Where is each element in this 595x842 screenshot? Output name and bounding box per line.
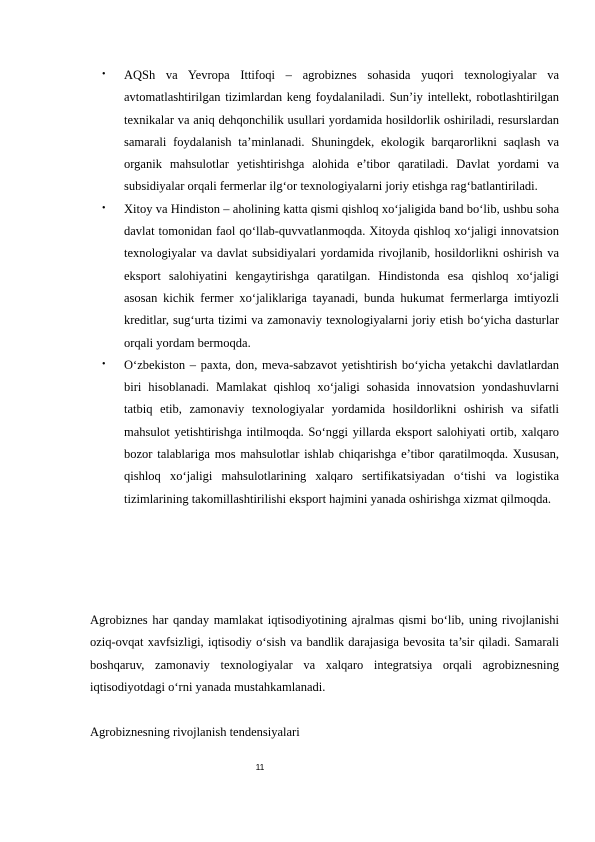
bullet-marker: • <box>102 202 106 214</box>
bullet-list <box>90 64 559 510</box>
bullet-marker: • <box>102 358 106 370</box>
bullet-item-usa-eu <box>90 64 559 198</box>
bullet-marker: • <box>102 69 106 80</box>
body-paragraph <box>90 609 559 698</box>
bullet-text: Xitoy va Hindiston – aholining katta qismi qishloq xo‘jaligida band bo‘lib, ushbu soha davlat tomonidan faol qo‘llab-quvvatlanmoqda. Xitoyda qishloq xo‘jaligi innovatsion texnologiyalar va davlat subsidiyalari yordamida rivojlanib, hosildorlikni oshirish va eksport salohiyatini kengaytirishga qaratilgan. Hindistonda esa qishloq xo‘jaligi asosan kichik fermer xo‘jaliklariga tayanadi, bunda hukumat fermerlarga imtiyozli kreditlar, sug‘urta tizimi va zamonaviy texnologiyalarni joriy etish bo‘yicha dasturlar orqali yordam bermoqda. <box>124 201 559 350</box>
bullet-text: O‘zbekiston – paxta, don, meva-sabzavot yetishtirish bo‘yicha yetakchi davlatlardan biri hisoblanadi. Mamlakat qishloq xo‘jaligi sohasida innovatsion yondashuvlarni tatbiq etib, zamonaviy texnologiyalar yordamida hosildorlikni oshirish va sifatli mahsulot yetishtirishga intilmoqda. So‘nggi yillarda eksport salohiyati ortib, xalqaro bozor talablariga mos mahsulotlar ishlab chiqarishga e’tibor qaratilmoqda. Xususan, qishloq xo‘jaligi mahsulotlarining xalqaro sertifikatsiyadan o‘tishi va logistika tizimlarining takomillashtirilishi eksport hajmini yanada oshirishga xizmat qilmoqda. <box>124 357 559 506</box>
bullet-item-uzbekistan <box>90 354 559 510</box>
paragraph-text: Agrobiznes har qanday mamlakat iqtisodiyotining ajralmas qismi bo‘lib, uning rivojlanishi oziq-ovqat xavfsizligi, iqtisodiy o‘sish va bandlik darajasiga bevosita ta’sir qiladi. Samarali boshqaruv, zamonaviy texnologiyalar va xalqaro integratsiya orqali agrobiznesning iqtisodiyotdagi o‘rni yanada mustahkamlanadi. <box>90 613 559 694</box>
page-number: 11 <box>255 762 265 772</box>
section-heading: Agrobiznesning rivojlanish tendensiyalari <box>90 725 300 739</box>
bullet-text: AQSh va Yevropa Ittifoqi – agrobiznes sohasida yuqori texnologiyalar va avtomatlashtirilgan tizimlardan keng foydalaniladi. Sun’iy intellekt, robotlashtirilgan texnikalar va aniq dehqonchilik usullari yordamida hosildorlik oshiriladi, resurslardan samarali foydalanish ta’minlanadi. Shuningdek, ekologik barqarorlikni saqlash va organik mahsulotlar yetishtirishga alohida e’tibor qaratiladi. Davlat yordami va subsidiyalar orqali fermerlar ilg‘or texnologiyalarni joriy etishga rag‘batlantiriladi. <box>124 68 559 194</box>
bullet-item-china-india <box>90 198 559 354</box>
